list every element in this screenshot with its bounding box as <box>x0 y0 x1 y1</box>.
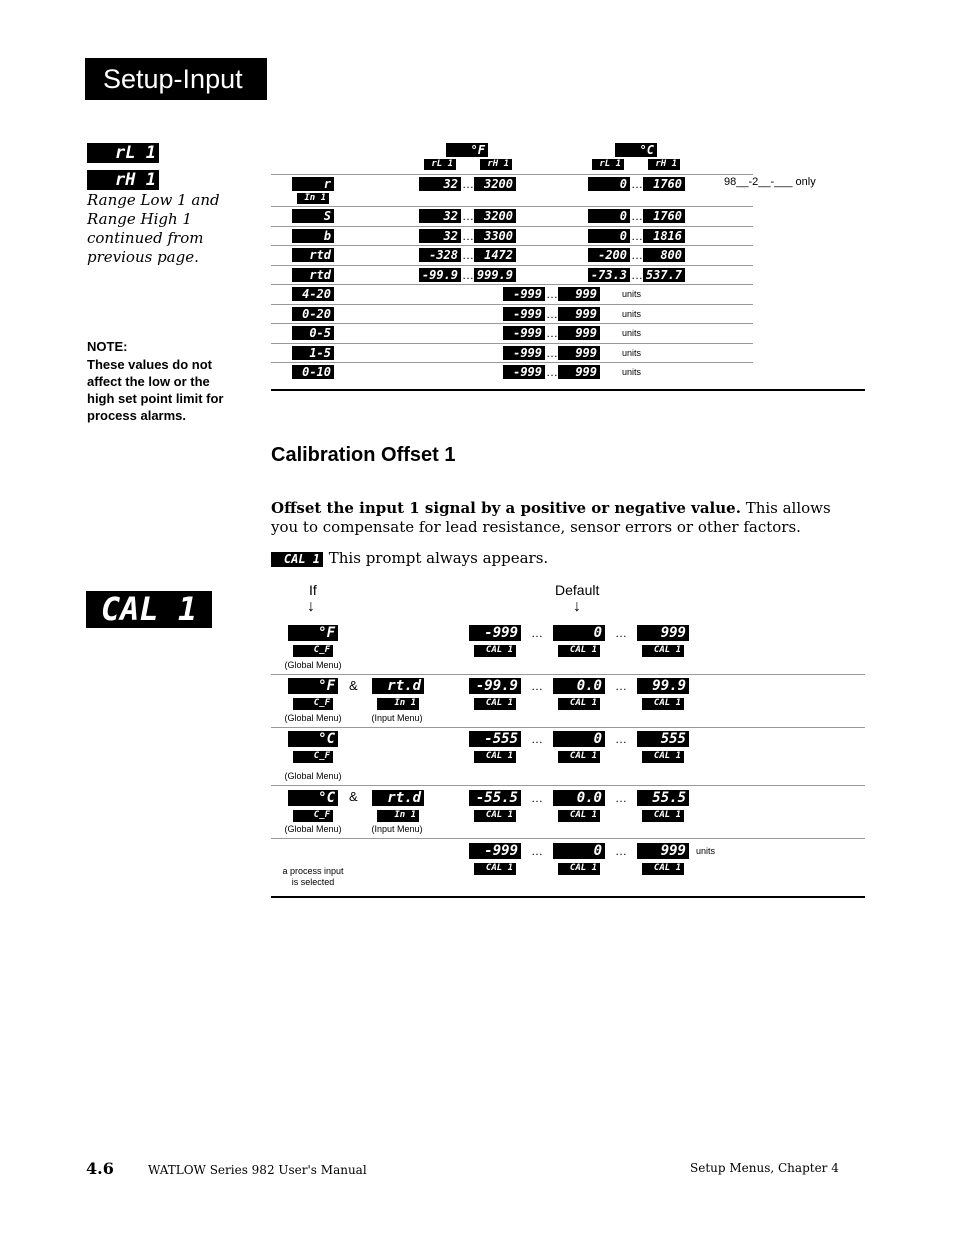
c-low-value: 0 <box>588 209 630 223</box>
row-rule <box>271 245 753 246</box>
cal-sub-display: CAL 1 <box>642 751 684 763</box>
manual-title: WATLOW Series 982 User's Manual <box>148 1163 367 1177</box>
cal-sub-display: CAL 1 <box>558 645 600 657</box>
process-caption: a process input is selected <box>282 866 344 887</box>
cal-high-value: 999 <box>637 625 689 641</box>
row-rule <box>271 304 753 305</box>
input-menu-caption: (Input Menu) <box>371 713 423 723</box>
range-table-top-rule <box>271 174 753 175</box>
ellipsis: … <box>546 307 558 321</box>
if-arrow: ↓ <box>307 598 315 615</box>
ellipsis: … <box>615 626 627 640</box>
cal-default-value: 0 <box>553 731 605 747</box>
cal-sub-display: CAL 1 <box>558 810 600 822</box>
process-high-value: 999 <box>558 326 600 340</box>
rl1-display: rL 1 <box>87 143 159 163</box>
ampersand: & <box>349 789 358 804</box>
cf-display: C_F <box>293 698 333 710</box>
ellipsis: … <box>462 229 474 243</box>
cal-default-value: 0 <box>553 625 605 641</box>
ellipsis: … <box>531 791 543 805</box>
cal-high-value: 555 <box>637 731 689 747</box>
row-rule <box>271 362 753 363</box>
cal-default-value: 0.0 <box>553 790 605 806</box>
note-label: NOTE: <box>87 339 128 354</box>
row-rule <box>271 674 865 675</box>
units-label: units <box>622 309 642 319</box>
continued-text: Range Low 1 and Range High 1 continued from previous page. <box>87 191 220 266</box>
c-high-value: 537.7 <box>643 268 685 282</box>
cal-sub-display: CAL 1 <box>642 698 684 710</box>
page-number: 4.6 <box>86 1159 114 1178</box>
process-high-value: 999 <box>558 287 600 301</box>
unit-display: °C <box>288 790 338 806</box>
ellipsis: … <box>631 177 643 191</box>
range-code: 0-5 <box>292 326 334 340</box>
global-menu-caption: (Global Menu) <box>284 824 342 834</box>
units-label: units <box>622 328 642 338</box>
ellipsis: … <box>615 844 627 858</box>
cf-display: C_F <box>293 645 333 657</box>
f-low-value: 32 <box>419 177 461 191</box>
row-rule <box>271 226 753 227</box>
process-low-value: -999 <box>503 365 545 379</box>
ellipsis: … <box>531 732 543 746</box>
range-code: rtd <box>292 248 334 262</box>
input-menu-caption: (Input Menu) <box>371 824 423 834</box>
c-low-value: 0 <box>588 229 630 243</box>
c-low-value: 0 <box>588 177 630 191</box>
range-code: 0-20 <box>292 307 334 321</box>
row-rule <box>271 838 865 839</box>
ellipsis: … <box>531 679 543 693</box>
cal-sub-display: CAL 1 <box>558 751 600 763</box>
chapter-title: Setup Menus, Chapter 4 <box>690 1161 839 1175</box>
page-title: Setup-Input <box>85 58 267 100</box>
cal1-display: CAL 1 <box>86 591 212 628</box>
unit-display: °F <box>288 678 338 694</box>
row-rule <box>271 343 753 344</box>
row-rule <box>271 284 753 285</box>
cal-low-value: -555 <box>469 731 521 747</box>
f-low-value: -99.9 <box>419 268 461 282</box>
model-note: 98__-2__-___ only <box>724 176 816 188</box>
ellipsis: … <box>462 248 474 262</box>
cal-default-value: 0.0 <box>553 678 605 694</box>
process-high-value: 999 <box>558 346 600 360</box>
unit-display: °C <box>288 731 338 747</box>
f-high-value: 999.9 <box>474 268 516 282</box>
sub-low-c: rL 1 <box>592 159 624 170</box>
cf-display: C_F <box>293 751 333 763</box>
range-code: r <box>292 177 334 191</box>
sub-high-c: rH 1 <box>648 159 680 170</box>
c-high-value: 1760 <box>643 177 685 191</box>
cal-sub-display: CAL 1 <box>474 645 516 657</box>
row-rule <box>271 323 753 324</box>
ellipsis: … <box>546 326 558 340</box>
cal-high-value: 55.5 <box>637 790 689 806</box>
units-label: units <box>622 289 642 299</box>
section-heading: Calibration Offset 1 <box>271 444 456 466</box>
process-high-value: 999 <box>558 365 600 379</box>
process-low-value: -999 <box>503 287 545 301</box>
cal-sub-display: CAL 1 <box>642 863 684 875</box>
prompt-text: This prompt always appears. <box>324 549 549 567</box>
in1-display: In 1 <box>377 698 419 710</box>
f-high-value: 3200 <box>474 177 516 191</box>
units-label: units <box>696 846 716 856</box>
row-rule <box>271 206 753 207</box>
cf-display: C_F <box>293 810 333 822</box>
range-code: 1-5 <box>292 346 334 360</box>
c-high-value: 1816 <box>643 229 685 243</box>
process-low-value: -999 <box>503 326 545 340</box>
ellipsis: … <box>531 626 543 640</box>
f-low-value: 32 <box>419 229 461 243</box>
c-low-value: -73.3 <box>588 268 630 282</box>
cal-low-value: -55.5 <box>469 790 521 806</box>
process-low-value: -999 <box>503 346 545 360</box>
ellipsis: … <box>615 732 627 746</box>
head-f-display: °F <box>446 143 488 157</box>
if-label: If <box>309 582 317 598</box>
cal-high-value: 999 <box>637 843 689 859</box>
prompt-code-display: CAL 1 <box>271 552 323 567</box>
units-label: units <box>622 348 642 358</box>
ellipsis: … <box>531 844 543 858</box>
rh1-display: rH 1 <box>87 170 159 190</box>
range-code: 4-20 <box>292 287 334 301</box>
range-code-sub: In 1 <box>297 193 329 204</box>
f-high-value: 1472 <box>474 248 516 262</box>
ellipsis: … <box>546 346 558 360</box>
range-table-bottom-rule <box>271 389 865 391</box>
sub-high-f: rH 1 <box>480 159 512 170</box>
range-code: S <box>292 209 334 223</box>
ellipsis: … <box>615 791 627 805</box>
f-high-value: 3300 <box>474 229 516 243</box>
c-high-value: 1760 <box>643 209 685 223</box>
global-menu-caption: (Global Menu) <box>284 771 342 781</box>
cal-sub-display: CAL 1 <box>642 645 684 657</box>
section-paragraph <box>271 499 861 537</box>
cal-sub-display: CAL 1 <box>642 810 684 822</box>
cal-table-bottom-rule <box>271 896 865 898</box>
default-arrow: ↓ <box>573 598 581 615</box>
rtd-display: rt.d <box>372 790 424 806</box>
ellipsis: … <box>462 209 474 223</box>
unit-display: °F <box>288 625 338 641</box>
row-rule <box>271 265 753 266</box>
paragraph-rest: This allows you to compensate for lead resistance, sensor errors or other factors. <box>271 499 831 536</box>
cal-sub-display: CAL 1 <box>474 698 516 710</box>
ellipsis: … <box>462 177 474 191</box>
cal-high-value: 99.9 <box>637 678 689 694</box>
f-low-value: 32 <box>419 209 461 223</box>
sub-low-f: rL 1 <box>424 159 456 170</box>
ellipsis: … <box>546 287 558 301</box>
default-label: Default <box>555 582 600 598</box>
in1-display: In 1 <box>377 810 419 822</box>
c-high-value: 800 <box>643 248 685 262</box>
ellipsis: … <box>546 365 558 379</box>
cal-sub-display: CAL 1 <box>474 751 516 763</box>
cal-sub-display: CAL 1 <box>558 698 600 710</box>
ellipsis: … <box>631 209 643 223</box>
cal-default-value: 0 <box>553 843 605 859</box>
range-code: b <box>292 229 334 243</box>
ampersand: & <box>349 678 358 693</box>
process-high-value: 999 <box>558 307 600 321</box>
cal-sub-display: CAL 1 <box>474 863 516 875</box>
cal-low-value: -999 <box>469 843 521 859</box>
cal-low-value: -999 <box>469 625 521 641</box>
range-code: 0-10 <box>292 365 334 379</box>
f-high-value: 3200 <box>474 209 516 223</box>
ellipsis: … <box>631 229 643 243</box>
head-c-display: °C <box>615 143 657 157</box>
note-text: These values do not affect the low or the high set point limit for process alarms. <box>87 357 224 423</box>
ellipsis: … <box>631 248 643 262</box>
ellipsis: … <box>615 679 627 693</box>
cal-sub-display: CAL 1 <box>558 863 600 875</box>
cal-low-value: -99.9 <box>469 678 521 694</box>
rtd-display: rt.d <box>372 678 424 694</box>
range-code: rtd <box>292 268 334 282</box>
c-low-value: -200 <box>588 248 630 262</box>
ellipsis: … <box>631 268 643 282</box>
cal-sub-display: CAL 1 <box>474 810 516 822</box>
global-menu-caption: (Global Menu) <box>284 713 342 723</box>
ellipsis: … <box>462 268 474 282</box>
f-low-value: -328 <box>419 248 461 262</box>
row-rule <box>271 727 865 728</box>
row-rule <box>271 785 865 786</box>
paragraph-bold: Offset the input 1 signal by a positive or negative value. <box>271 499 741 517</box>
units-label: units <box>622 367 642 377</box>
global-menu-caption: (Global Menu) <box>284 660 342 670</box>
process-low-value: -999 <box>503 307 545 321</box>
